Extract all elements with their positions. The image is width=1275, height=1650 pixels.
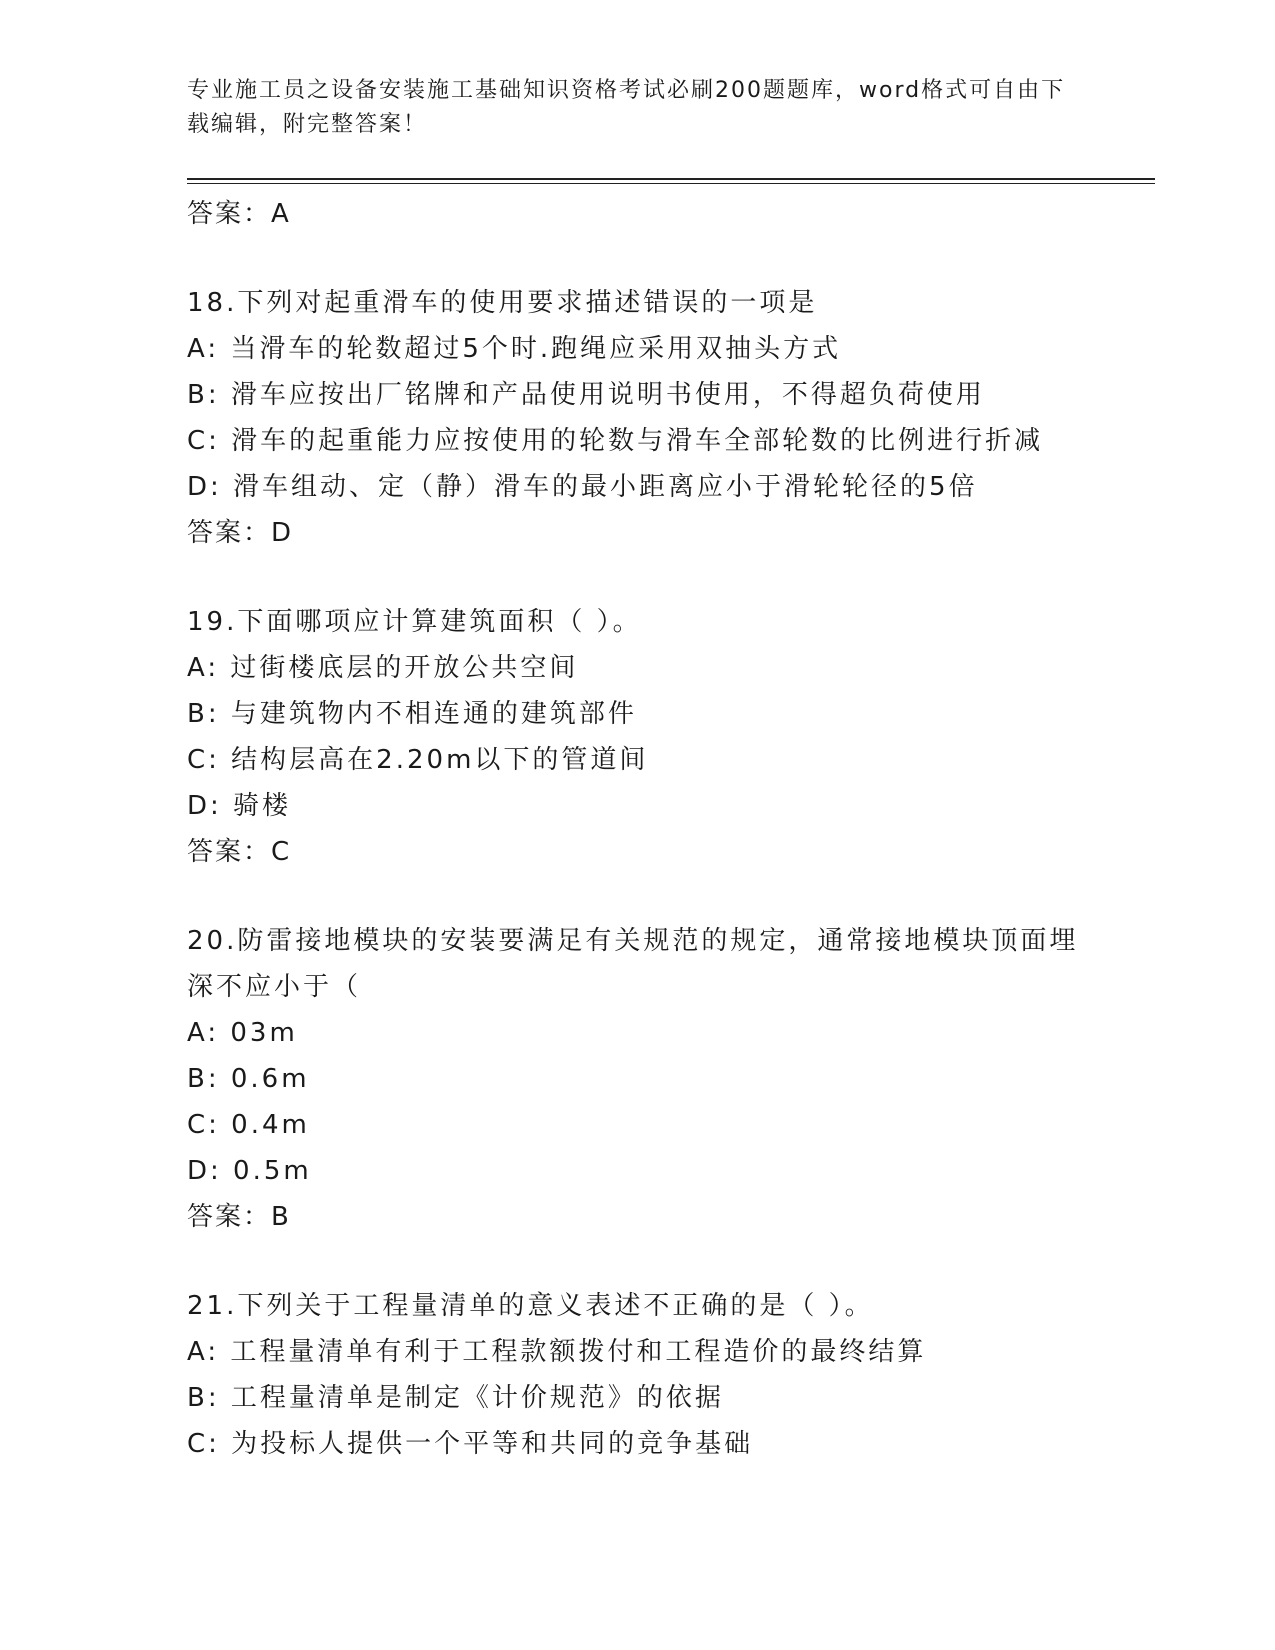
answer-line: 答案：C — [187, 837, 292, 867]
option-a: A: 当滑车的轮数超过5个时.跑绳应采用双抽头方式 — [187, 334, 842, 364]
option-d: D: 0.5m — [187, 1156, 312, 1186]
option-b: B: 滑车应按出厂铭牌和产品使用说明书使用，不得超负荷使用 — [187, 380, 985, 410]
question-list — [187, 191, 1155, 1467]
option-a: A: 过街楼底层的开放公共空间 — [187, 653, 579, 683]
document-header: 专业施工员之设备安装施工基础知识资格考试必刷200题题库，word格式可自由下载编辑，附完整答案！ — [187, 78, 1066, 137]
answer-line: 答案：D — [187, 518, 294, 548]
header-divider-thin — [187, 183, 1155, 184]
answer-line: 答案：B — [187, 1202, 291, 1232]
question-block — [187, 1283, 1155, 1467]
option-d: D: 滑车组动、定（静）滑车的最小距离应小于滑轮轮径的5倍 — [187, 472, 978, 502]
option-b: B: 工程量清单是制定《计价规范》的依据 — [187, 1383, 724, 1413]
option-c: C: 为投标人提供一个平等和共同的竞争基础 — [187, 1429, 754, 1459]
question-block — [187, 918, 1155, 1240]
answer-line: 答案：A — [187, 199, 291, 229]
option-a: A: 03m — [187, 1018, 298, 1048]
option-a: A: 工程量清单有利于工程款额拨付和工程造价的最终结算 — [187, 1337, 927, 1367]
option-c: C: 结构层高在2.20m以下的管道间 — [187, 745, 649, 775]
question-stem: 21.下列关于工程量清单的意义表述不正确的是（ ）。 — [187, 1291, 874, 1321]
header-divider-thick — [187, 178, 1155, 180]
option-c: C: 滑车的起重能力应按使用的轮数与滑车全部轮数的比例进行折减 — [187, 426, 1044, 456]
option-d: D: 骑楼 — [187, 791, 292, 821]
question-stem: 20.防雷接地模块的安装要满足有关规范的规定，通常接地模块顶面埋深不应小于（ — [187, 926, 1079, 1002]
question-block — [187, 280, 1155, 556]
question-stem: 18.下列对起重滑车的使用要求描述错误的一项是 — [187, 288, 818, 318]
question-stem: 19.下面哪项应计算建筑面积（ ）。 — [187, 607, 642, 637]
question-block — [187, 599, 1155, 875]
option-b: B: 0.6m — [187, 1064, 310, 1094]
option-c: C: 0.4m — [187, 1110, 310, 1140]
option-b: B: 与建筑物内不相连通的建筑部件 — [187, 699, 637, 729]
